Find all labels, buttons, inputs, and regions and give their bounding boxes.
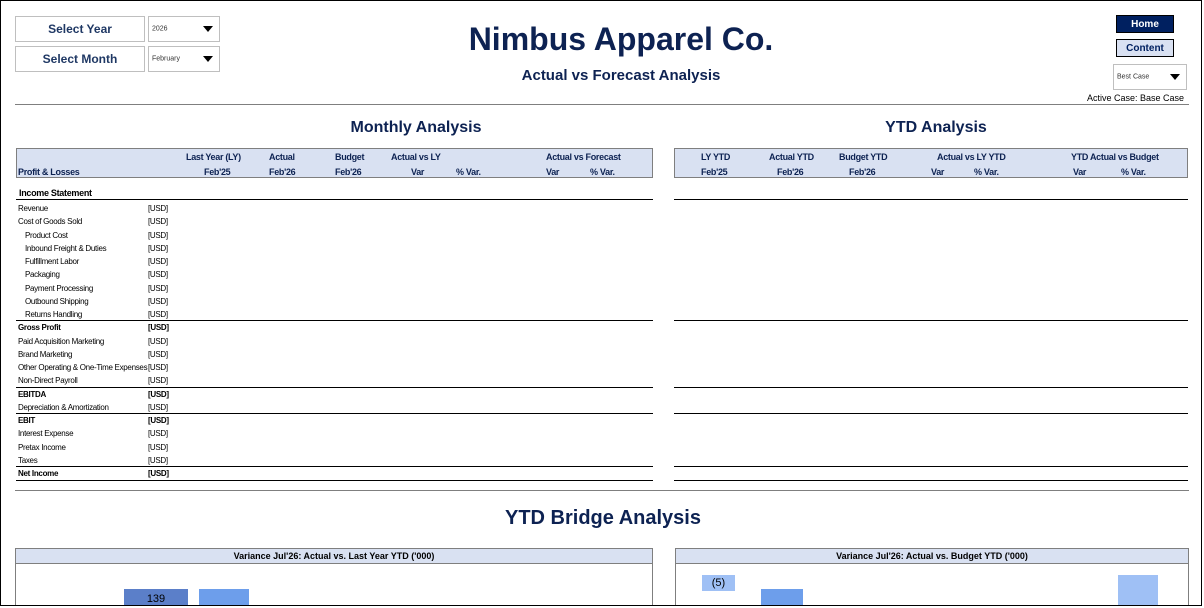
divider xyxy=(16,387,653,388)
bridge-chart-actual-vs-ly xyxy=(15,548,653,606)
row-label: Packaging xyxy=(25,270,60,280)
row-unit: [USD] xyxy=(148,442,168,452)
header-budget-ytd: Budget YTD xyxy=(839,152,888,162)
row-label: Fulfillment Labor xyxy=(25,257,80,266)
row-label: Taxes xyxy=(18,455,38,465)
row-unit: [USD] xyxy=(148,257,168,266)
year-dropdown[interactable] xyxy=(148,16,220,42)
row-unit: [USD] xyxy=(148,376,168,386)
row-unit: [USD] xyxy=(148,310,168,319)
divider xyxy=(16,466,653,467)
page-subtitle: Actual vs Forecast Analysis xyxy=(521,67,721,84)
row-label: EBIT xyxy=(18,416,36,425)
monthly-analysis-title: Monthly Analysis xyxy=(350,119,482,136)
row-unit: [USD] xyxy=(148,416,169,425)
ytd-analysis-title: YTD Analysis xyxy=(885,119,987,136)
select-year-label: Select Year xyxy=(15,16,145,42)
header-actual-vs-forecast: Actual vs Forecast xyxy=(546,152,621,162)
header-pct-var: % Var. xyxy=(456,167,481,177)
row-label: Depreciation & Amortization xyxy=(18,402,109,412)
home-button[interactable]: Home xyxy=(1116,15,1174,33)
row-unit: [USD] xyxy=(148,469,169,478)
content-button[interactable]: Content xyxy=(1116,39,1174,57)
header-var: Var xyxy=(1073,167,1087,177)
header-pct-var: % Var. xyxy=(1121,167,1146,177)
row-unit: [USD] xyxy=(148,296,168,306)
row-unit: [USD] xyxy=(148,336,168,346)
case-dropdown-value: Best Case xyxy=(1117,73,1150,81)
divider xyxy=(15,490,1189,491)
row-label: Gross Profit xyxy=(18,323,61,333)
row-unit: [USD] xyxy=(148,349,168,359)
month-dropdown-value: February xyxy=(152,55,181,63)
income-statement-label: Income Statement xyxy=(19,188,92,198)
bridge-bar xyxy=(1118,575,1158,606)
divider xyxy=(674,466,1188,467)
divider xyxy=(674,320,1188,321)
header-var: Var xyxy=(546,167,560,177)
header-pct-var: % Var. xyxy=(974,167,999,177)
row-unit: [USD] xyxy=(148,389,169,399)
chevron-down-icon[interactable] xyxy=(197,47,219,71)
active-case-label: Active Case: Base Case xyxy=(1086,93,1184,103)
chevron-down-icon[interactable] xyxy=(197,17,219,41)
divider xyxy=(16,413,653,414)
row-unit: [USD] xyxy=(148,455,168,465)
bridge-chart-actual-vs-budget xyxy=(675,548,1189,606)
header-actual-ytd-period: Feb'26 xyxy=(777,167,804,177)
row-unit: [USD] xyxy=(148,230,168,240)
row-unit: [USD] xyxy=(148,270,168,280)
divider xyxy=(16,320,653,321)
row-unit: [USD] xyxy=(148,402,168,412)
row-label: Brand Marketing xyxy=(18,349,73,359)
header-actual-vs-ly-ytd: Actual vs LY YTD xyxy=(937,152,1006,162)
row-unit: [USD] xyxy=(148,429,168,439)
divider xyxy=(674,387,1188,388)
header-pct-var: % Var. xyxy=(590,167,615,177)
row-label: EBITDA xyxy=(18,389,46,399)
header-actual-vs-ly: Actual vs LY xyxy=(391,152,441,162)
bridge-chart-actual-vs-ly-title: Variance Jul'26: Actual vs. Last Year YTD ('000) xyxy=(16,549,652,564)
row-unit: [USD] xyxy=(148,363,168,372)
divider xyxy=(674,480,1188,481)
select-month-label: Select Month xyxy=(15,46,145,72)
divider xyxy=(674,413,1188,414)
row-label: Net Income xyxy=(18,469,59,478)
page-title: Nimbus Apparel Co. xyxy=(468,21,774,57)
header-actual-period: Feb'26 xyxy=(269,167,296,177)
header-ly-ytd: LY YTD xyxy=(701,152,731,162)
divider xyxy=(16,199,653,200)
row-unit: [USD] xyxy=(148,204,168,213)
row-label: Paid Acquisition Marketing xyxy=(18,336,105,346)
row-label: Inbound Freight & Duties xyxy=(25,243,107,253)
row-label: Cost of Goods Sold xyxy=(18,217,82,227)
header-budget: Budget xyxy=(335,152,365,162)
row-unit: [USD] xyxy=(148,217,168,227)
row-label: Payment Processing xyxy=(25,283,93,293)
bridge-bar-label: (5) xyxy=(711,577,726,589)
case-dropdown[interactable] xyxy=(1113,64,1187,90)
divider xyxy=(16,480,653,481)
header-ytd-actual-vs-budget: YTD Actual vs Budget xyxy=(1071,152,1159,162)
month-dropdown[interactable] xyxy=(148,46,220,72)
row-label: Returns Handling xyxy=(25,310,83,319)
row-unit: [USD] xyxy=(148,283,168,293)
row-unit: [USD] xyxy=(148,323,169,333)
bridge-bar-label: 139 xyxy=(146,593,166,605)
row-label: Interest Expense xyxy=(18,429,74,439)
row-label: Product Cost xyxy=(25,230,68,240)
divider xyxy=(15,104,1189,105)
bridge-bar xyxy=(761,589,803,606)
bridge-bar xyxy=(199,589,249,606)
row-label: Other Operating & One-Time Expenses xyxy=(18,363,148,372)
row-label: Outbound Shipping xyxy=(25,296,89,306)
header-ly-ytd-period: Feb'25 xyxy=(701,167,728,177)
header-var: Var xyxy=(931,167,945,177)
row-label: Non-Direct Payroll xyxy=(18,376,78,386)
row-label: Pretax Income xyxy=(18,442,66,452)
year-dropdown-value: 2026 xyxy=(152,25,168,33)
header-last-year: Last Year (LY) xyxy=(186,152,241,162)
row-label: Revenue xyxy=(18,204,48,213)
divider xyxy=(674,199,1188,200)
chevron-down-icon[interactable] xyxy=(1164,65,1186,89)
bridge-chart-actual-vs-budget-title: Variance Jul'26: Actual vs. Budget YTD ('000) xyxy=(676,549,1188,564)
header-actual-ytd: Actual YTD xyxy=(769,152,814,162)
header-var: Var xyxy=(411,167,425,177)
header-profit-losses: Profit & Losses xyxy=(18,167,80,177)
header-budget-ytd-period: Feb'26 xyxy=(849,167,876,177)
header-actual: Actual xyxy=(269,152,295,162)
header-ly-period: Feb'25 xyxy=(204,167,231,177)
ytd-bridge-title: YTD Bridge Analysis xyxy=(505,507,701,529)
row-unit: [USD] xyxy=(148,243,168,253)
header-budget-period: Feb'26 xyxy=(335,167,362,177)
